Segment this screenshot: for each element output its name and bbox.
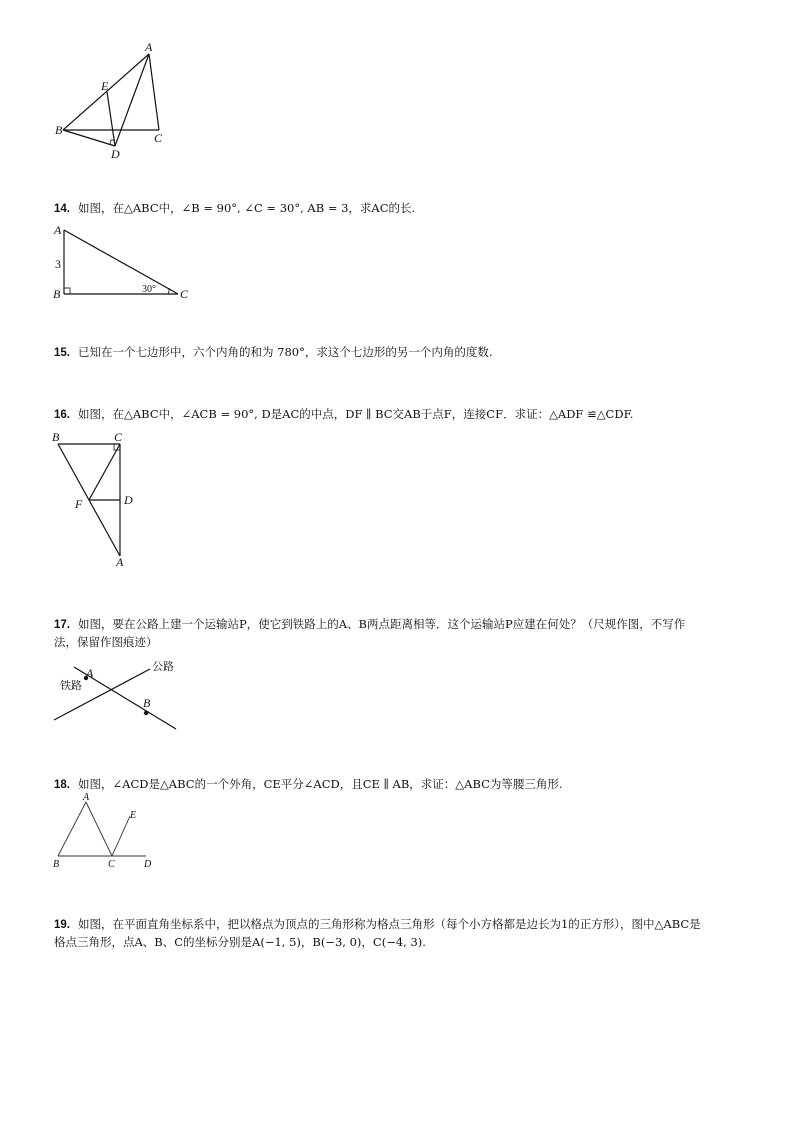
question-text-line1: 如图，要在公路上建一个运输站P，使它到铁路上的A、B两点距离相等．这个运输站P应建在何处？（尺规作图，不写作 <box>78 617 686 631</box>
label-rail: 铁路 <box>60 680 82 692</box>
label-b: B <box>53 287 61 301</box>
question-number: 19. <box>54 919 70 931</box>
label-a: A <box>54 223 62 237</box>
question-14 <box>54 198 415 219</box>
label-c: C <box>154 131 163 145</box>
label-d: D <box>111 147 120 161</box>
label-e: E <box>130 810 137 821</box>
label-c: C <box>108 859 115 870</box>
figure-17 <box>50 655 190 735</box>
label-b: B <box>55 123 63 137</box>
label-side: 3 <box>55 257 61 271</box>
question-number: 14. <box>54 203 70 215</box>
label-e: E <box>101 79 109 93</box>
question-number: 18. <box>54 779 70 791</box>
question-16 <box>54 404 633 425</box>
figure-18 <box>50 792 160 874</box>
question-17-cont <box>54 632 158 652</box>
question-text: 已知在一个七边形中，六个内角的和为 780°，求这个七边形的另一个内角的度数. <box>78 345 493 359</box>
question-text: 如图，在△ABC中，∠ACB = 90°, D是AC的中点，DF ∥ BC交AB于点F，连接CF．求证：△ADF ≌△CDF. <box>78 407 634 421</box>
label-angle: 30° <box>142 284 156 295</box>
label-d: D <box>124 493 133 507</box>
label-a: A <box>145 40 153 54</box>
label-a: A <box>83 792 90 803</box>
figure-16 <box>50 428 140 568</box>
label-b: B <box>52 430 60 444</box>
question-text-line2: 格点三角形，点A、B、C的坐标分别是A(−1, 5)，B(−3, 0)，C(−4, 3). <box>54 935 426 949</box>
question-text-line2: 法，保留作图痕迹） <box>54 635 158 649</box>
label-c: C <box>114 430 123 444</box>
label-a: A <box>116 555 124 569</box>
label-road: 公路 <box>152 661 174 673</box>
label-a: A <box>86 666 94 680</box>
question-number: 16. <box>54 409 70 421</box>
label-f: F <box>75 497 83 511</box>
label-b: B <box>53 859 60 870</box>
label-b: B <box>143 696 151 710</box>
question-number: 15. <box>54 347 70 359</box>
figure-14 <box>50 222 200 304</box>
question-19-cont <box>54 932 426 952</box>
question-number: 17. <box>54 619 70 631</box>
label-c: C <box>180 287 189 301</box>
figure-13 <box>55 40 175 165</box>
label-d: D <box>144 859 152 870</box>
question-15 <box>54 342 493 363</box>
question-text: 如图，∠ACD是△ABC的一个外角，CE平分∠ACD，且CE ∥ AB，求证：△ABC为等腰三角形. <box>78 777 563 791</box>
question-text-line1: 如图，在平面直角坐标系中，把以格点为顶点的三角形称为格点三角形（每个小方格都是边长为1的正方形），图中△ABC是 <box>78 917 701 931</box>
question-text: 如图，在△ABC中，∠B = 90°, ∠C = 30°, AB = 3，求AC的长. <box>78 201 416 215</box>
